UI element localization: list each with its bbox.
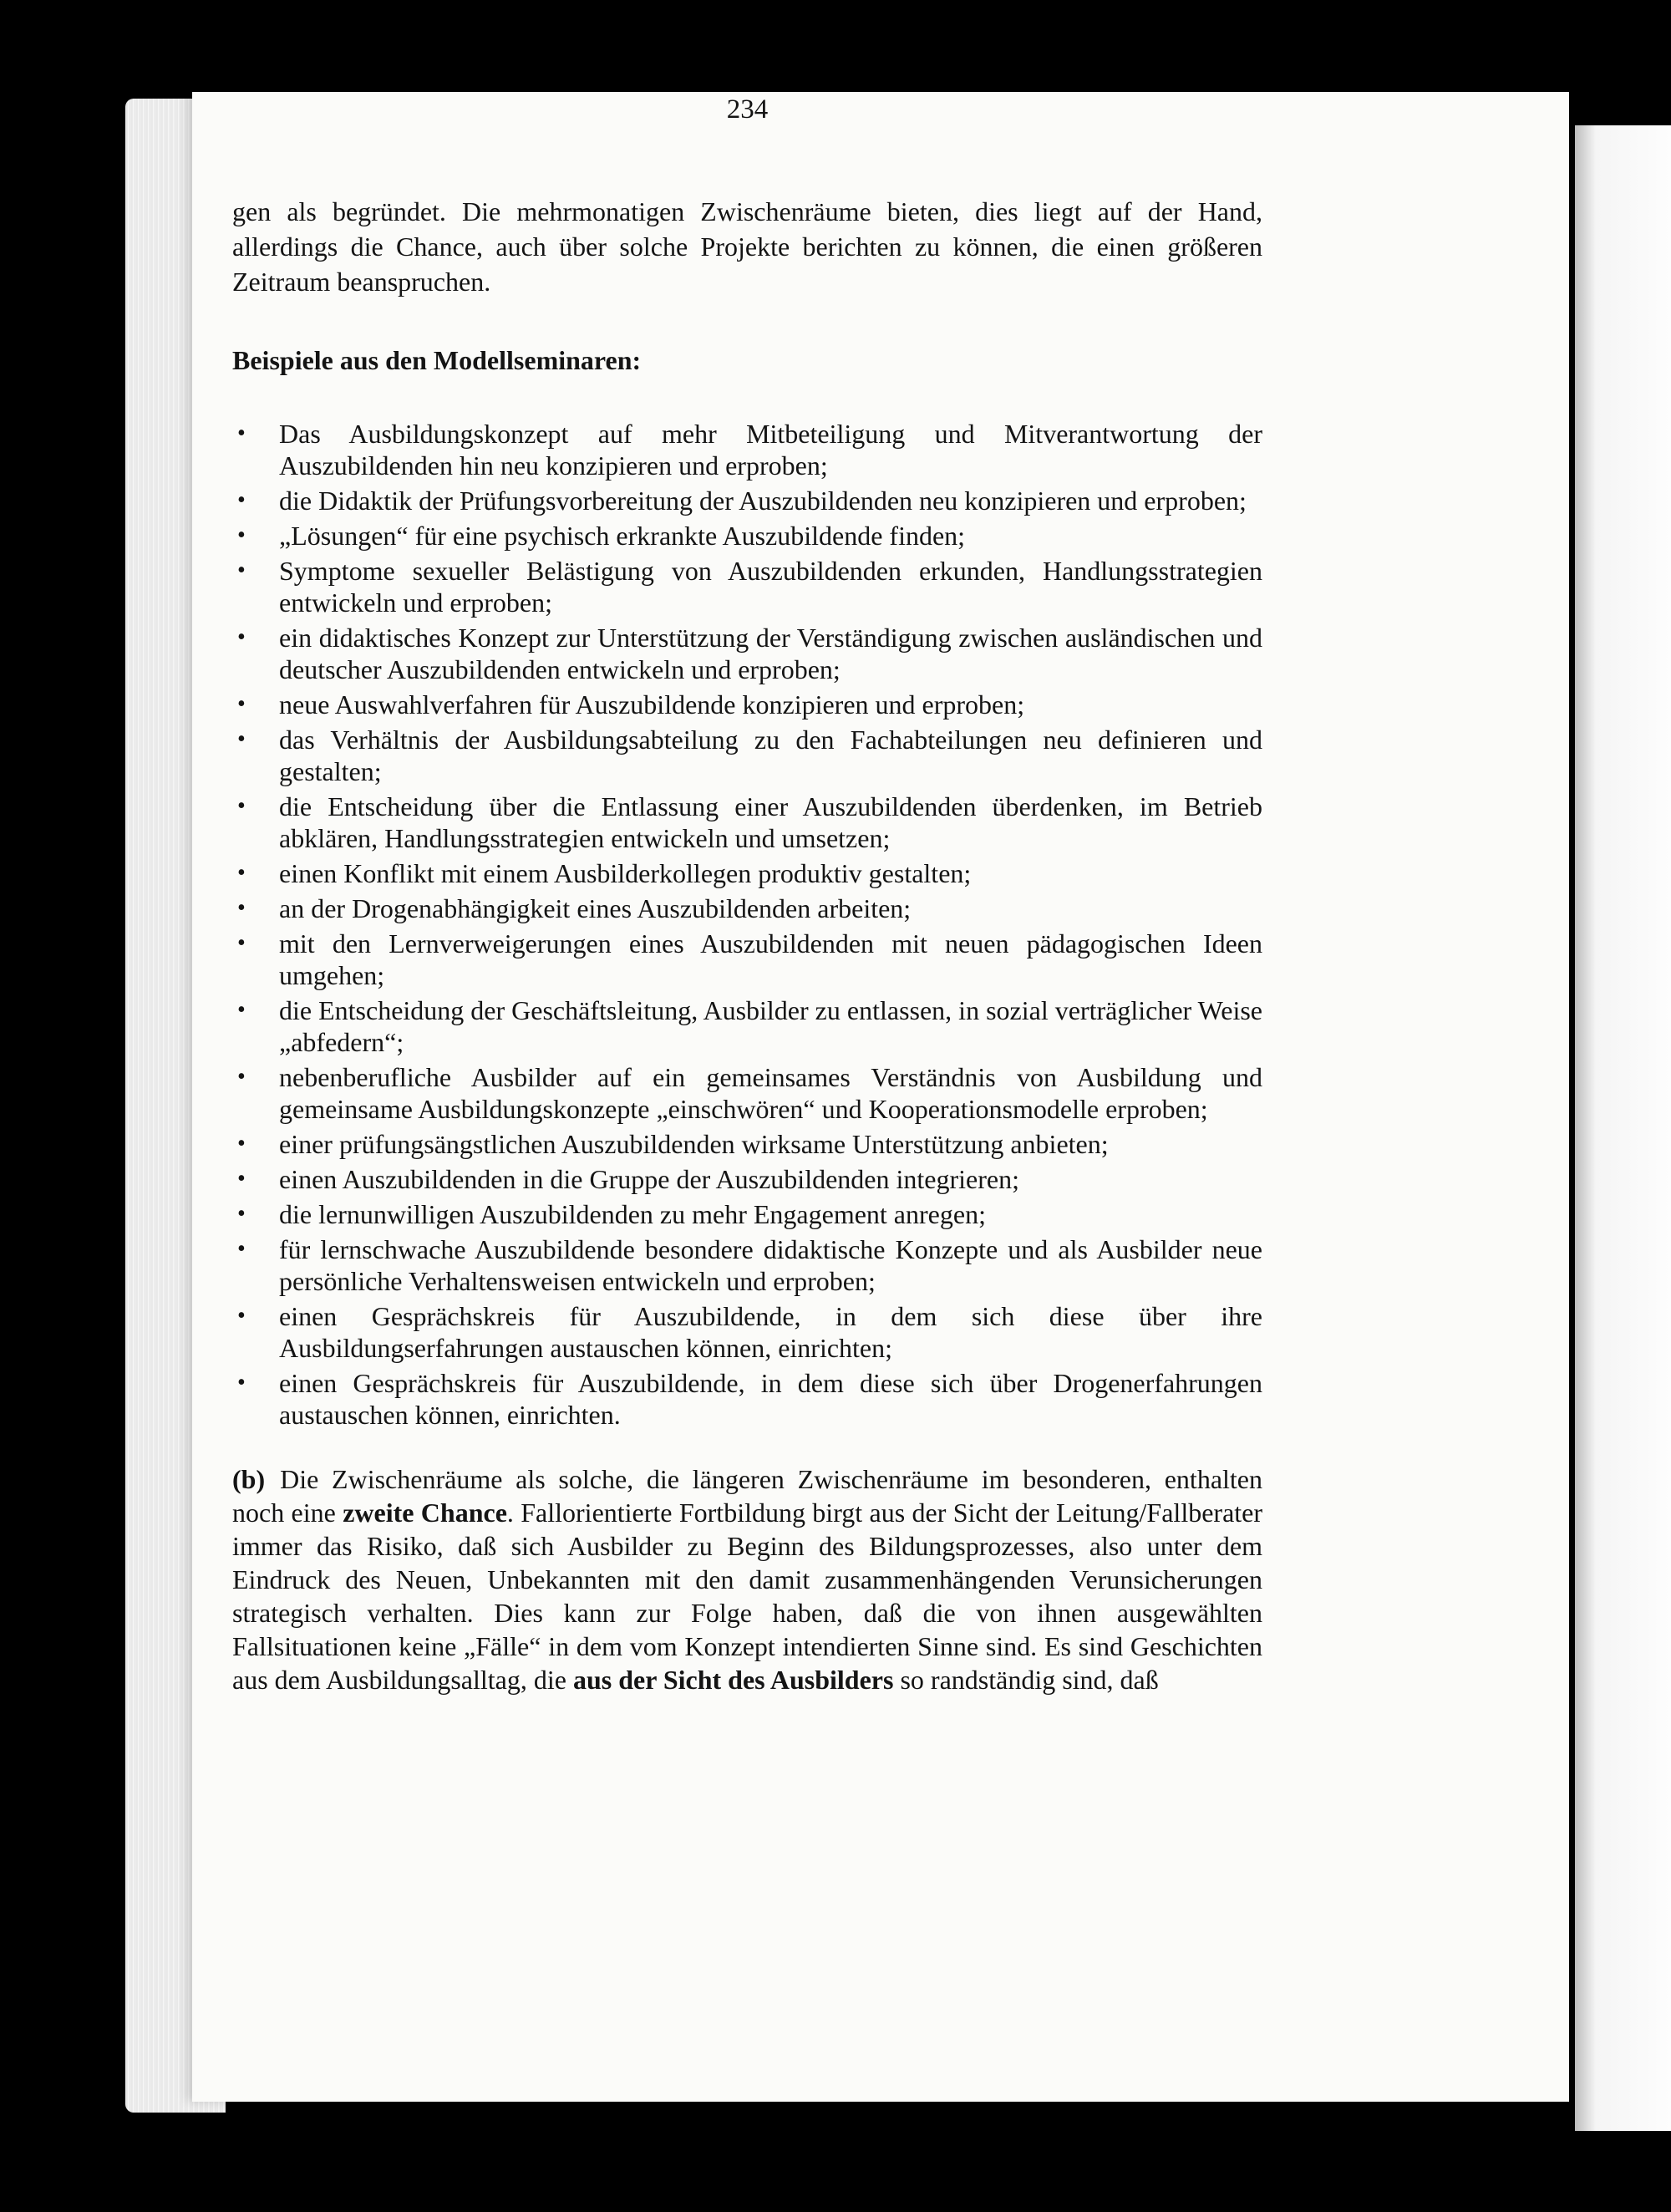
- list-item-text: „Lösungen“ für eine psychisch erkrankte Auszubildende finden;: [279, 521, 966, 551]
- intro-paragraph: gen als begründet. Die mehrmonatigen Zwischenräume bieten, dies liegt auf der Hand, allerdings die Chance, auch über solche Projekte berichten zu können, die einen größeren Zeitraum beanspruchen.: [232, 196, 1262, 297]
- examples-list: [232, 418, 1262, 1431]
- paragraph-b-text: so randständig sind, daß: [893, 1665, 1159, 1695]
- list-item: [232, 418, 1262, 481]
- list-item: [232, 520, 1262, 552]
- bullet-icon: •: [237, 930, 246, 956]
- paragraph-b-text: . Fallorientierte Fortbildung birgt aus der Sicht der Leitung/Fallberater immer das Risiko, daß sich Ausbilder zu Beginn des Bildungsprozesses, also unter dem Eindruck des Neuen, Unbekannten mit den damit zusammenhängenden Verunsicherungen strategisch verhalten. Dies kann zur Folge haben, daß die von ihnen ausgewählten Fallsituationen keine „Fälle“ in dem vom Konzept intendierten Sinne sind. Es sind Geschichten aus dem Ausbildungsalltag, die: [232, 1498, 1263, 1695]
- list-item: [232, 1367, 1262, 1431]
- list-item: [232, 1233, 1262, 1297]
- list-item-text: die Entscheidung über die Entlassung einer Auszubildenden überdenken, im Betrieb abklären, Handlungsstrategien entwickeln und umsetzen;: [279, 791, 1262, 853]
- list-item: [232, 724, 1262, 787]
- page-number: 234: [726, 94, 769, 125]
- section-heading: Beispiele aus den Modellseminaren:: [232, 345, 642, 375]
- list-item-text: mit den Lernverweigerungen eines Auszubildenden mit neuen pädagogischen Ideen umgehen;: [279, 928, 1262, 990]
- list-item-text: einen Konflikt mit einem Ausbilderkollegen produktiv gestalten;: [279, 858, 972, 888]
- bullet-icon: •: [237, 522, 246, 548]
- list-item-text: neue Auswahlverfahren für Auszubildende konzipieren und erproben;: [279, 689, 1025, 720]
- paragraph-b: [232, 1462, 1262, 1696]
- list-item-text: einen Gesprächskreis für Auszubildende, in dem diese sich über Drogenerfahrungen austauschen können, einrichten.: [279, 1368, 1262, 1430]
- bullet-icon: •: [237, 997, 246, 1023]
- list-item: [232, 1198, 1262, 1230]
- bullet-icon: •: [237, 691, 246, 717]
- list-item: [232, 994, 1262, 1058]
- list-item-text: Das Ausbildungskonzept auf mehr Mitbeteiligung und Mitverantwortung der Auszubildenden hin neu konzipieren und erproben;: [279, 419, 1262, 481]
- bullet-icon: •: [237, 726, 246, 752]
- list-item-text: an der Drogenabhängigkeit eines Auszubildenden arbeiten;: [279, 893, 912, 923]
- list-item: [232, 1128, 1262, 1160]
- bullet-icon: •: [237, 1303, 246, 1329]
- list-item: [232, 791, 1262, 854]
- list-item: [232, 689, 1262, 720]
- bullet-icon: •: [237, 1370, 246, 1396]
- bullet-icon: •: [237, 895, 246, 921]
- facing-page-edge: [1575, 125, 1671, 2131]
- bullet-icon: •: [237, 860, 246, 886]
- bullet-icon: •: [237, 1166, 246, 1192]
- list-item: [232, 622, 1262, 685]
- page-content: [232, 92, 1262, 1696]
- list-item-text: die Didaktik der Prüfungsvorbereitung der Auszubildenden neu konzipieren und erproben;: [279, 486, 1247, 516]
- list-item: [232, 555, 1262, 618]
- list-item-text: das Verhältnis der Ausbildungsabteilung zu den Fachabteilungen neu definieren und gestalten;: [279, 725, 1262, 786]
- list-item: [232, 1163, 1262, 1195]
- list-item-text: Symptome sexueller Belästigung von Auszubildenden erkunden, Handlungsstrategien entwickeln und erproben;: [279, 556, 1262, 618]
- paragraph-b-text: Die Zwischenräume als solche, die längeren Zwischenräume im besonderen, enthalten noch eine: [232, 1464, 1262, 1528]
- bullet-icon: •: [237, 1131, 246, 1157]
- paragraph-b-label: (b): [232, 1464, 266, 1494]
- bullet-icon: •: [237, 487, 246, 513]
- list-item-text: ein didaktisches Konzept zur Unterstützung der Verständigung zwischen ausländischen und deutscher Auszubildenden entwickeln und erproben;: [279, 623, 1262, 684]
- bullet-icon: •: [237, 793, 246, 819]
- list-item-text: die lernunwilligen Auszubildenden zu mehr Engagement anregen;: [279, 1199, 986, 1229]
- paragraph-b-emphasis: zweite Chance: [343, 1498, 507, 1528]
- list-item-text: einen Auszubildenden in die Gruppe der Auszubildenden integrieren;: [279, 1164, 1019, 1194]
- bullet-icon: •: [237, 1201, 246, 1227]
- bullet-icon: •: [237, 420, 246, 446]
- bullet-icon: •: [237, 1064, 246, 1090]
- list-item-text: nebenberufliche Ausbilder auf ein gemeinsames Verständnis von Ausbildung und gemeinsame Ausbildungskonzepte „einschwören“ und Kooperationsmodelle erproben;: [279, 1062, 1262, 1124]
- list-item: [232, 857, 1262, 889]
- bullet-icon: •: [237, 557, 246, 583]
- bullet-icon: •: [237, 1236, 246, 1262]
- paragraph-b-emphasis: aus der Sicht des Ausbilders: [572, 1665, 894, 1695]
- list-item-text: die Entscheidung der Geschäftsleitung, Ausbilder zu entlassen, in sozial verträglicher Weise „abfedern“;: [279, 995, 1262, 1057]
- list-item-text: einen Gesprächskreis für Auszubildende, in dem sich diese über ihre Ausbildungserfahrungen austauschen können, einrichten;: [279, 1301, 1262, 1363]
- list-item: [232, 892, 1262, 924]
- list-item-text: für lernschwache Auszubildende besondere didaktische Konzepte und als Ausbilder neue persönliche Verhaltensweisen entwickeln und erproben;: [279, 1234, 1262, 1296]
- list-item: [232, 485, 1262, 516]
- list-item-text: einer prüfungsängstlichen Auszubildenden wirksame Unterstützung anbieten;: [279, 1129, 1109, 1159]
- list-item: [232, 1300, 1262, 1364]
- list-item: [232, 928, 1262, 991]
- list-item: [232, 1061, 1262, 1125]
- bullet-icon: •: [237, 624, 246, 650]
